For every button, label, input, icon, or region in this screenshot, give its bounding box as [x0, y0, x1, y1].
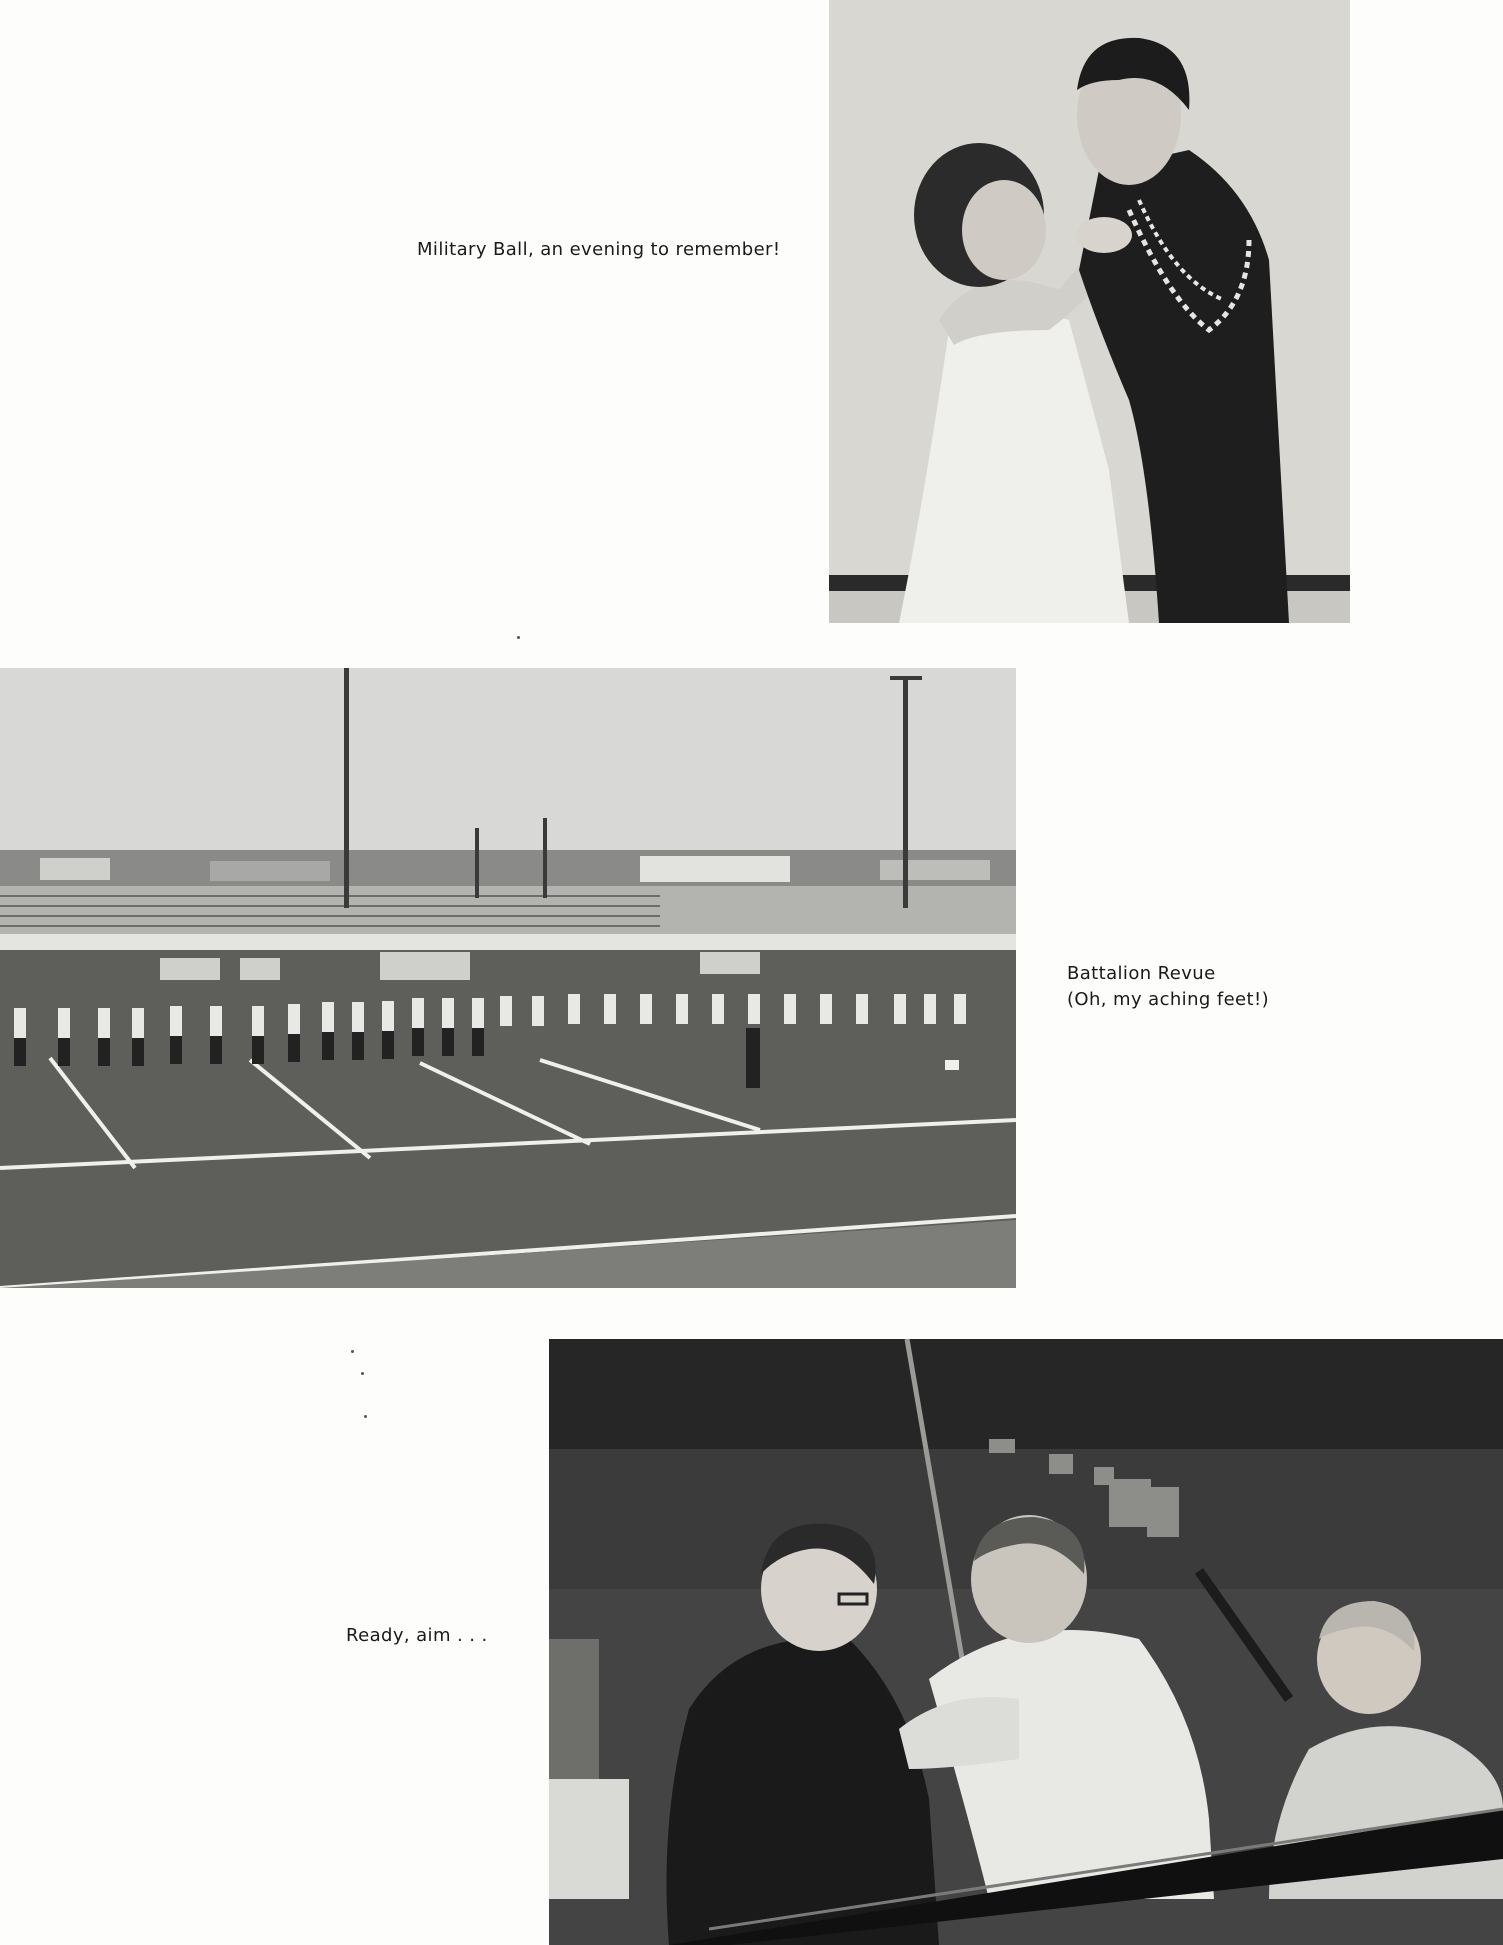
print-speck — [517, 636, 520, 639]
caption-battalion-revue — [1067, 961, 1269, 1013]
print-speck — [364, 1415, 367, 1418]
photo-rifle-range-cadets — [549, 1339, 1503, 1945]
caption-military-ball: Military Ball, an evening to remember! — [417, 239, 781, 260]
caption-ready-aim: Ready, aim . . . — [346, 1625, 488, 1646]
print-speck — [361, 1372, 364, 1375]
photo-battalion-revue-field — [0, 668, 1016, 1288]
caption-battalion-revue-line1: Battalion Revue — [1067, 963, 1216, 984]
print-speck — [351, 1350, 354, 1353]
photo-military-ball-couple — [829, 0, 1350, 623]
caption-battalion-revue-line2: (Oh, my aching feet!) — [1067, 989, 1270, 1010]
